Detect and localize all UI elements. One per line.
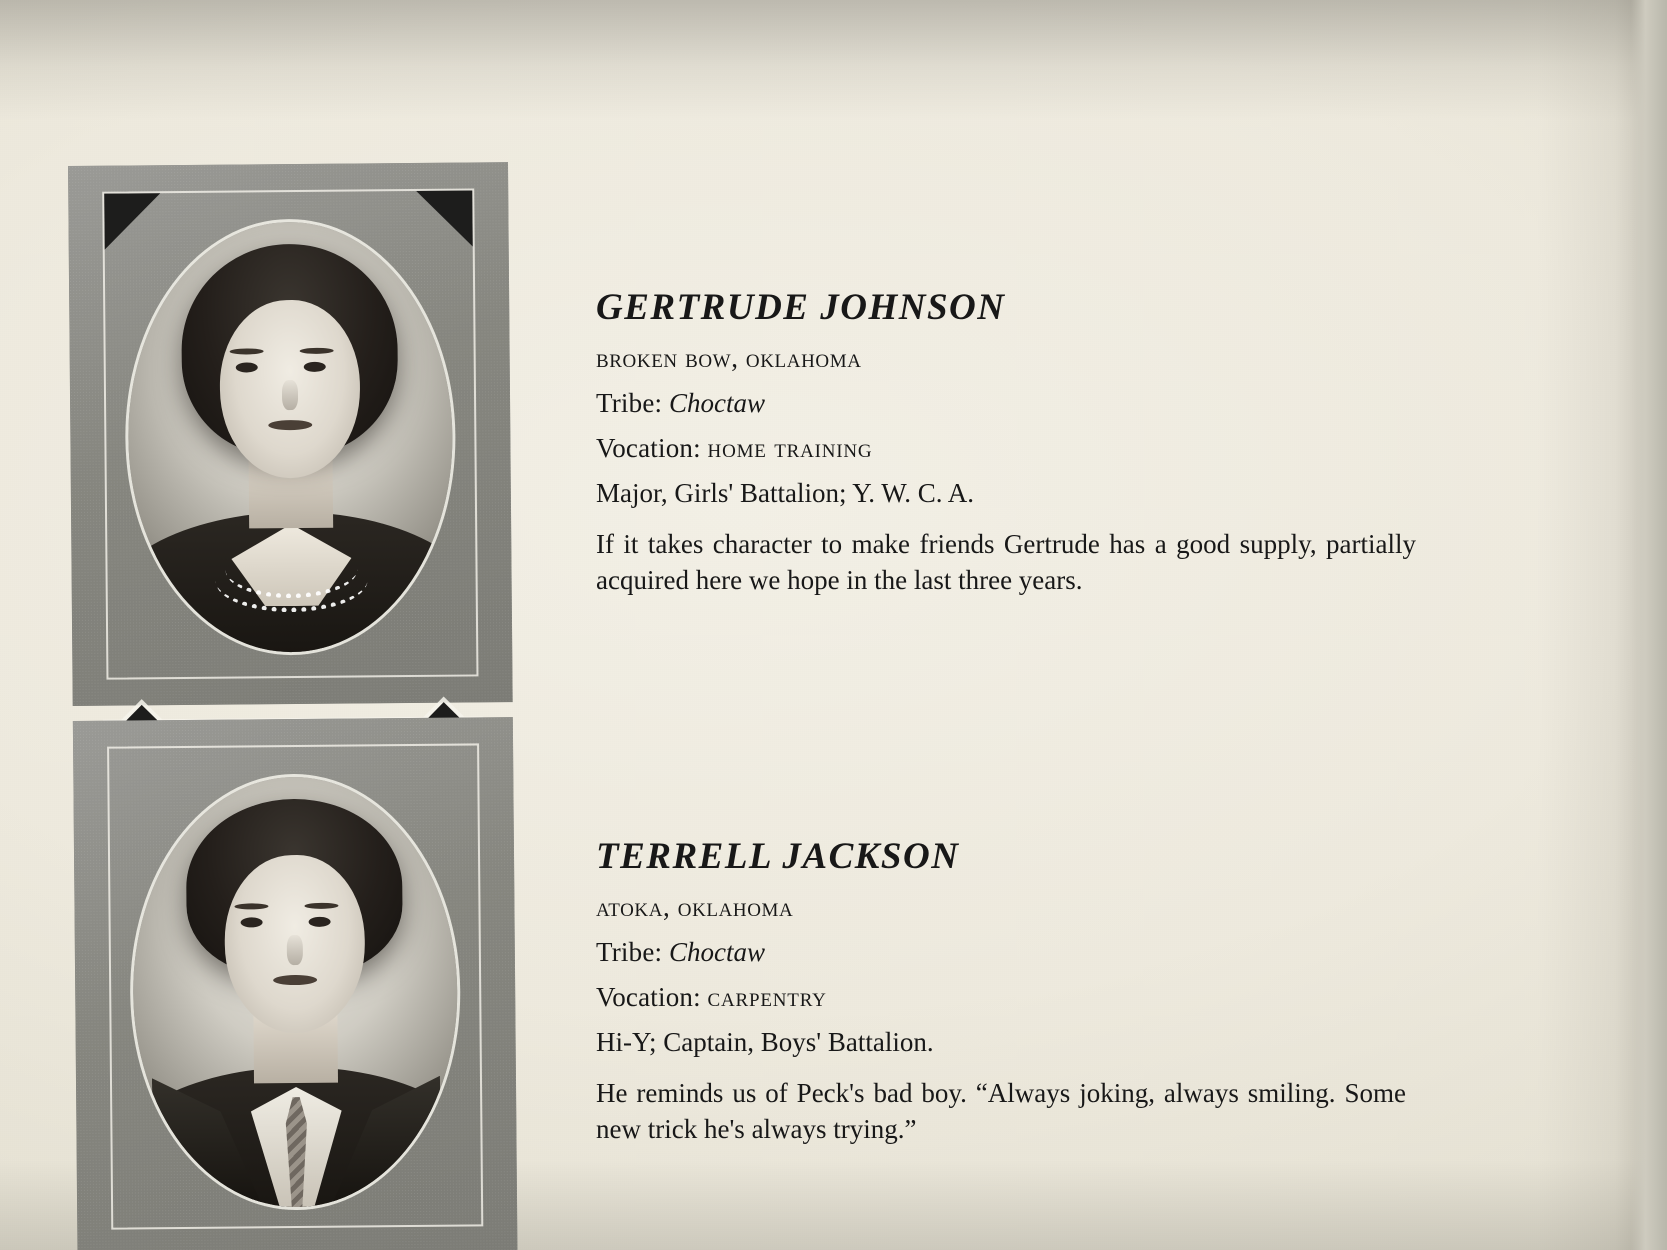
vocation-value: carpentry xyxy=(707,981,827,1012)
student-quote: If it takes character to make friends Gertrude has a good supply, partially acquired here we hope in the last three years. xyxy=(596,529,1416,595)
vocation-label: Vocation: xyxy=(596,981,701,1012)
student-tribe-row xyxy=(596,388,1466,419)
student-hometown: broken bow, oklahoma xyxy=(596,343,862,373)
tribe-label: Tribe: xyxy=(596,388,663,418)
student-activities: Hi-Y; Captain, Boys' Battalion. xyxy=(596,1026,934,1057)
portrait-oval-terrell-jackson xyxy=(131,776,459,1209)
student-activities: Major, Girls' Battalion; Y. W. C. A. xyxy=(596,478,975,508)
photo-nose xyxy=(282,380,298,410)
student-name: TERRELL JACKSON xyxy=(596,835,960,877)
portrait-oval-gertrude-johnson xyxy=(127,221,455,654)
student-name: GERTRUDE JOHNSON xyxy=(596,287,1006,328)
student-entry xyxy=(596,286,1466,599)
portrait-frame-terrell-jackson xyxy=(73,717,518,1250)
vocation-label: Vocation: xyxy=(596,433,701,463)
student-hometown: atoka, oklahoma xyxy=(596,891,794,922)
student-tribe-row xyxy=(596,937,1466,968)
student-quote: He reminds us of Peck's bad boy. “Always joking, always smiling. Some new trick he's always trying.” xyxy=(596,1077,1406,1144)
vocation-value: home training xyxy=(707,433,873,463)
tribe-value: Choctaw xyxy=(668,388,765,418)
tribe-value: Choctaw xyxy=(668,936,765,967)
portrait-photo-column xyxy=(68,162,517,1250)
tribe-label: Tribe: xyxy=(596,936,663,967)
student-vocation-row xyxy=(596,433,1466,464)
student-vocation-row xyxy=(596,982,1466,1013)
student-entry xyxy=(596,835,1466,1148)
student-entries xyxy=(596,286,1466,1148)
photo-nose xyxy=(287,935,303,965)
portrait-frame-gertrude-johnson xyxy=(68,162,513,706)
